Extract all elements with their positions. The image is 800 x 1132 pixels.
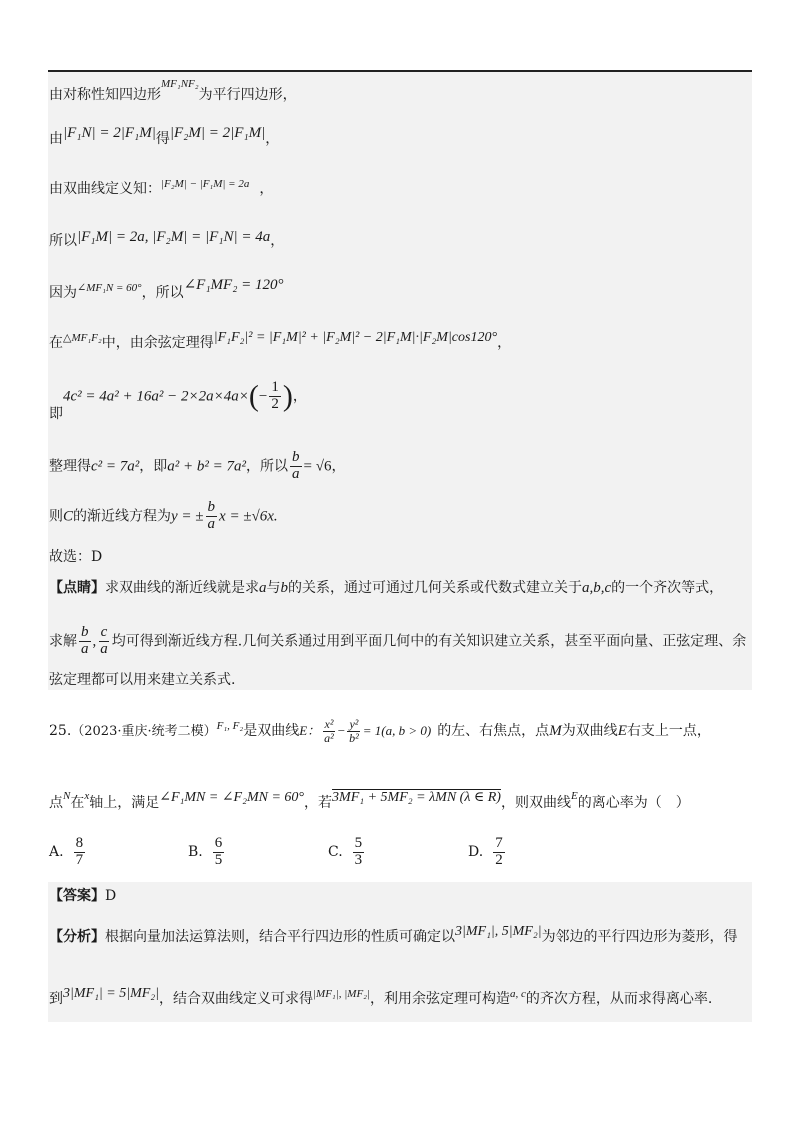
math: |F₁N| = 2|F₁M| (63, 125, 156, 141)
math: c² = 7a² (91, 458, 140, 475)
denominator: b² (349, 730, 359, 745)
text: 轴上，满足 (89, 795, 160, 811)
text: 是双曲线 (243, 723, 300, 740)
denominator: 5 (214, 851, 223, 868)
text: 整理得 (49, 458, 91, 475)
math: E (570, 790, 578, 802)
math: C (63, 508, 74, 525)
solution-line-1 (49, 78, 297, 103)
analysis-line-2 (49, 986, 713, 1007)
answer-line (49, 889, 116, 903)
solution-line-4 (49, 229, 285, 249)
solution-line-3 (49, 178, 274, 197)
text: ，利用余弦定理可构造 (370, 991, 511, 1007)
solution-line-2 (49, 125, 280, 147)
text: 由双曲线定义知： (49, 181, 161, 197)
fraction-y2-b2 (347, 718, 361, 744)
text: 所以 (49, 233, 77, 249)
answer-choice-line (49, 550, 102, 564)
math: E (617, 723, 627, 740)
text: ，结合双曲线定义可求得 (159, 991, 314, 1007)
option-label: B. (188, 844, 203, 861)
solution-line-5 (49, 277, 284, 301)
text: 到 (49, 991, 63, 1007)
numerator: c (100, 624, 108, 640)
denominator: 3 (354, 851, 363, 868)
text: ， (497, 335, 512, 351)
text: 弦定理都可以用来建立关系式. (49, 672, 236, 688)
tip-line-3 (49, 673, 235, 687)
math: |F₂M| − |F₁M| = 2a (161, 178, 250, 190)
option-d[interactable] (468, 836, 507, 869)
math: |F₁M| = 2a, |F₂M| = |F₁N| = 4a (77, 229, 271, 245)
numerator: b (81, 624, 89, 640)
text: ，所以 (141, 285, 184, 301)
text: ， (331, 458, 346, 475)
option-fraction (74, 836, 86, 869)
paren: ) (282, 379, 293, 413)
math: = √6 (303, 458, 332, 475)
solution-line-6 (49, 330, 512, 351)
text: 为平行四边形， (198, 87, 297, 103)
denominator: 7 (75, 851, 84, 868)
numerator: b (292, 449, 300, 465)
question-line-2 (49, 790, 690, 811)
answer-label: 【答案】 (49, 888, 105, 904)
text: ， (270, 233, 285, 249)
math: 3|MF₁| = 5|MF₂| (63, 986, 160, 1001)
text: 的离心率为（ ） (577, 795, 690, 811)
option-b[interactable] (188, 836, 226, 869)
text: 为双曲线 (561, 723, 618, 740)
text: 由对称性知四边形 (49, 87, 161, 103)
math: N (63, 790, 71, 802)
paren: ( (248, 379, 259, 413)
math: y = ± (171, 508, 204, 525)
math: ∠F₁MN = ∠F₂MN = 60° (159, 790, 305, 805)
text: 均可得到渐近线方程.几何关系通过用到平面几何中的有关知识建立关系，甚至平面向量、正弦定理、余 (111, 633, 747, 650)
math: MF₁NF₂ (161, 78, 199, 90)
math: ∠F₁MF₂ = 120° (183, 277, 284, 293)
denominator: a (100, 640, 108, 657)
numerator: x² (324, 717, 334, 731)
math: x = ±√6x. (219, 508, 278, 525)
math: x (84, 790, 90, 802)
text: 为邻边的平行四边形为菱形，得 (541, 929, 738, 945)
fraction-b-over-a (290, 450, 302, 483)
fraction-x2-a2 (322, 718, 336, 744)
text: 在 (70, 795, 85, 811)
math: M (549, 723, 562, 740)
text: ，若 (304, 795, 333, 811)
text: 的齐次方程，从而求得离心率. (525, 991, 713, 1007)
option-label: A. (49, 844, 64, 861)
math: a, c (510, 988, 526, 1000)
option-label: C. (328, 844, 343, 861)
option-fraction (353, 836, 365, 869)
answer-value: D (105, 888, 117, 904)
text: 的一个齐次等式， (611, 580, 724, 596)
math: = 1(a, b > 0) (362, 723, 432, 739)
text: 的左、右焦点，点 (437, 723, 550, 740)
text: 右支上一点， (626, 723, 711, 740)
fraction-b-over-a (79, 625, 91, 658)
solution-line-9 (49, 500, 278, 533)
tip-line-2 (49, 625, 746, 658)
text: 根据向量加法运算法则，结合平行四边形的性质可确定以 (105, 929, 455, 945)
text: ，即 (139, 458, 168, 475)
math: 3|MF₁|, 5|MF₂| (455, 924, 542, 939)
text: ，所以 (246, 458, 289, 475)
math: △MF₁F₂ (63, 332, 102, 344)
option-a[interactable] (49, 836, 87, 869)
text: 求解 (49, 633, 77, 650)
tip-line-1 (49, 581, 723, 596)
math: a,b,c (582, 580, 612, 596)
question-number: 25. (49, 723, 72, 740)
text: 的渐近线方程为 (73, 508, 172, 525)
math: |F₁F₂|² = |F₁M|² + |F₂M|² − 2|F₁M|·|F₂M|cos120° (213, 330, 498, 345)
fraction-half (269, 380, 281, 413)
numerator: y² (349, 717, 359, 731)
math: a² + b² = 7a² (167, 458, 247, 475)
question-source: （2023·重庆·统考二模） (71, 724, 217, 740)
option-fraction (493, 836, 505, 869)
math: b (280, 580, 288, 596)
text: 中，由余弦定理得 (101, 335, 214, 351)
text: ， (259, 181, 274, 197)
numerator: 6 (214, 835, 223, 851)
text: 得 (155, 131, 170, 147)
denominator: a (292, 465, 300, 482)
denominator: a (207, 515, 216, 532)
solution-line-7 (49, 379, 307, 423)
math: a (259, 580, 267, 596)
text: 在 (49, 335, 63, 351)
option-label: D. (468, 844, 484, 861)
math: , (92, 633, 97, 650)
option-c[interactable] (328, 836, 366, 869)
text: ， (292, 388, 307, 405)
math: 4c² = 4a² + 16a² − 2×2a×4a× (63, 388, 249, 405)
math: |F₂M| = 2|F₁M| (169, 125, 266, 141)
text: 故选：D (49, 549, 103, 565)
text: 的关系，通过可通过几何关系或代数式建立关于 (288, 580, 582, 596)
solution-line-8 (49, 450, 345, 483)
text: 与 (266, 580, 281, 596)
numerator: 5 (354, 835, 363, 851)
fraction-c-over-a (98, 625, 110, 658)
question-line-1 (49, 718, 711, 744)
analysis-line-1 (49, 924, 738, 945)
fraction-b-over-a (206, 500, 218, 533)
math: 3MF₁ + 5MF₂ = λMN (λ ∈ R) (332, 790, 501, 805)
math: E： (299, 723, 321, 739)
text: ，则双曲线 (500, 795, 571, 811)
text: 由 (49, 131, 63, 147)
math: ∠MF₁N = 60° (77, 282, 142, 294)
numerator: 1 (271, 379, 279, 395)
denominator: a (81, 640, 89, 657)
tip-label: 【点睛】 (49, 580, 105, 596)
text: 求双曲线的渐近线就是求 (105, 580, 259, 596)
denominator: 2 (271, 395, 279, 412)
text: 即 (49, 406, 63, 423)
numerator: b (207, 499, 216, 515)
math: |MF₁|, |MF₂| (313, 988, 371, 1000)
text: 则 (49, 508, 63, 525)
numerator: 7 (495, 835, 503, 851)
text: 因为 (49, 285, 77, 301)
math: F₁, F₂ (216, 720, 244, 733)
math: − (337, 723, 346, 739)
numerator: 8 (75, 835, 84, 851)
text: 点 (49, 795, 63, 811)
math: − (258, 388, 268, 405)
analysis-label: 【分析】 (49, 929, 105, 945)
denominator: 2 (495, 851, 503, 868)
denominator: a² (324, 730, 334, 745)
option-fraction (213, 836, 225, 869)
text: ， (265, 131, 280, 147)
